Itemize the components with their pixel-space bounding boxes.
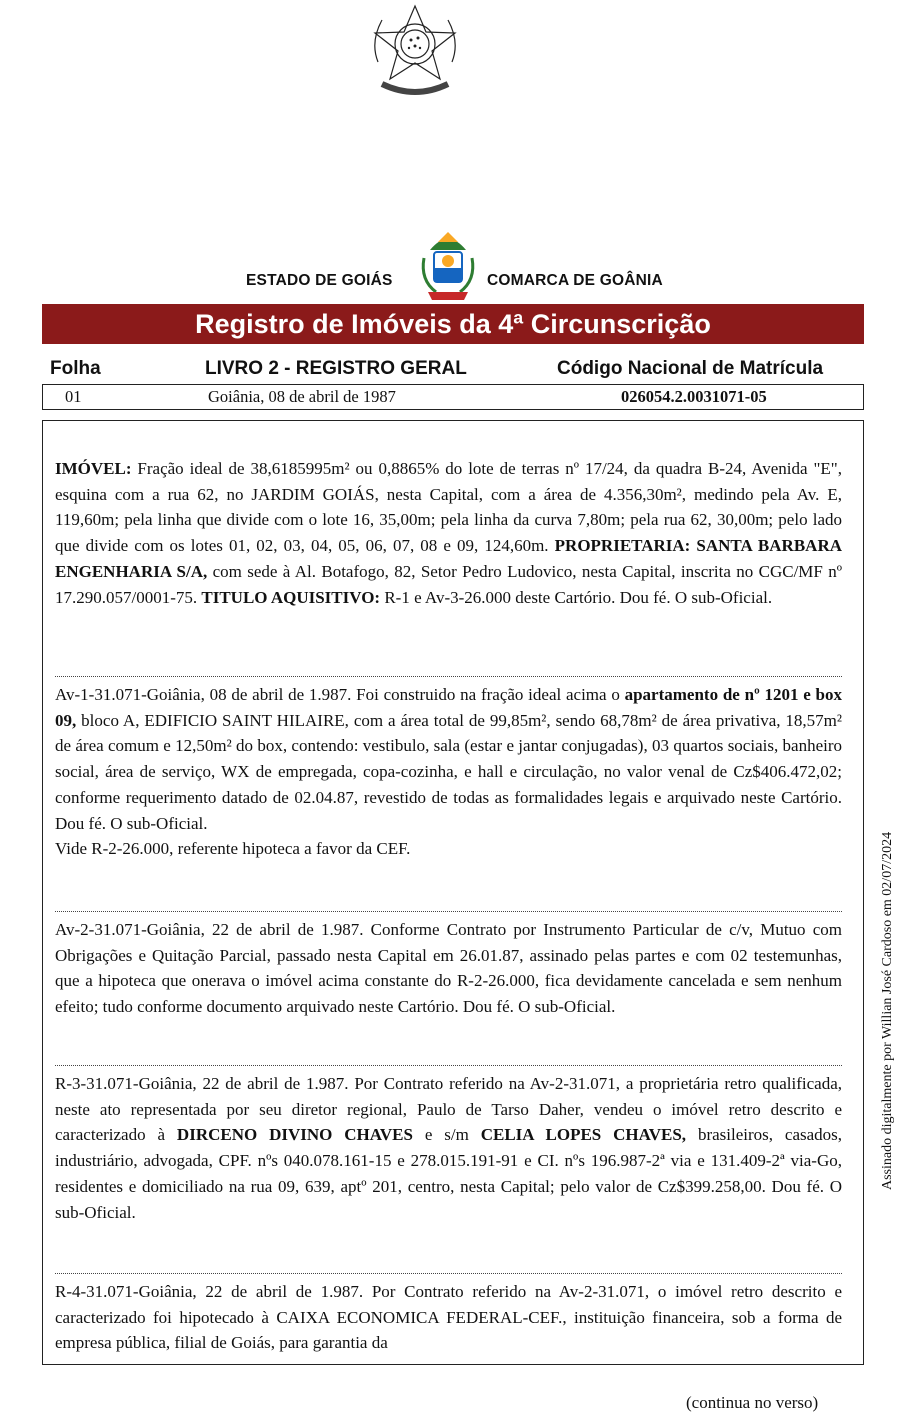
- imovel-entry: IMÓVEL: Fração ideal de 38,6185995m² ou 0,8865% do lote de terras nº 17/24, da quadra B-24, Avenida "E", esquina com a rua 62, no JARDIM GOIÁS, nesta Capital, com a área de 4.356,30m², medindo pela Av. E, 119,60m; pela linha que divide com o lote 16, 35,00m; pela linha da curva 7,80m; pela rua 62, 30,00m; pelo lado que divide com os lotes 01, 02, 03, 04, 05, 06, 07, 08 e 09, 124,60m. PROPRIETARIA: SANTA BARBARA ENGENHARIA S/A, com sede à Al. Botafogo, 82, Setor Pedro Ludovico, nesta Capital, inscrita no CGC/MF nº 17.290.057/0001-75. TITULO AQUISITIVO: R-1 e Av-3-26.000 deste Cartório. Dou fé. O sub-Oficial.: [55, 459, 842, 607]
- office-banner: Registro de Imóveis da 4ª Circunscrição: [42, 304, 864, 344]
- av2-entry: Av-2-31.071-Goiânia, 22 de abril de 1.987. Conforme Contrato por Instrumento Particular de c/v, Mutuo com Obrigações e Quitação Parcial, passado nesta Capital em 26.01.87, assinado pelas partes e com 02 testemunhas, que a hipoteca que onerava o imóvel acima constante do R-2-26.000, fica devidamente cancelada e sem nenhum efeito; tudo conforme documento arquivado neste Cartório. Dou fé. O sub-Oficial.: [55, 920, 842, 1017]
- entry-divider: [55, 1065, 842, 1066]
- buyer-spouse-name: CELIA LOPES CHAVES,: [480, 1125, 687, 1145]
- r4-entry: R-4-31.071-Goiânia, 22 de abril de 1.987. Por Contrato referido na Av-2-31.071, o imóvel retro descrito e caracterizado foi hipotecado à CAIXA ECONOMICA FEDERAL-CEF., instituição financeira, sob a forma de empresa pública, filial de Goiás, para garantia da: [55, 1282, 842, 1353]
- goias-state-seal-icon: [418, 228, 478, 304]
- entry-divider: [55, 676, 842, 677]
- state-label: ESTADO DE GOIÁS: [246, 272, 393, 289]
- buyer-name: DIRCENO DIVINO CHAVES: [176, 1125, 413, 1145]
- folha-header: Folha: [50, 358, 101, 379]
- livro-header: LIVRO 2 - REGISTRO GERAL: [205, 358, 467, 379]
- entry-divider: [55, 911, 842, 912]
- folha-value: 01: [65, 387, 82, 406]
- apartment-label: apartamento de nº 1201 e box 09,: [55, 685, 842, 730]
- title-label: TITULO AQUISITIVO:: [201, 587, 381, 607]
- info-row: [42, 384, 864, 410]
- codigo-header: Código Nacional de Matrícula: [557, 358, 824, 379]
- vide-note: Vide R-2-26.000, referente hipoteca a favor da CEF.: [55, 839, 411, 859]
- matricula-code: 026054.2.0031071-05: [621, 387, 767, 406]
- registration-date: Goiânia, 08 de abril de 1987: [208, 387, 396, 406]
- comarca-label: COMARCA DE GOÂNIA: [487, 272, 663, 289]
- national-coat-of-arms-icon: [360, 2, 470, 102]
- av1-entry: Av-1-31.071-Goiânia, 08 de abril de 1.987. Foi construido na fração ideal acima o apartamento de nº 1201 e box 09, bloco A, EDIFICIO SAINT HILAIRE, com a área total de 99,85m², sendo 68,78m² de área privativa, 18,57m² de área comum e 12,50m² do box, contendo: vestibulo, sala (estar e jantar conjugadas), 03 quartos sociais, banheiro social, área de serviço, WX de empregada, copa-cozinha, e hall e circulação, no valor venal de Cz$406.472,02; conforme requerimento datado de 02.04.87, revestido de todas as formalidades legais e arquivado neste Cartório. Dou fé. O sub-Oficial. Vide R-2-26.000, referente hipoteca a favor da CEF.: [55, 682, 842, 862]
- imovel-label: IMÓVEL:: [55, 459, 132, 478]
- r3-entry: R-3-31.071-Goiânia, 22 de abril de 1.987. Por Contrato referido na Av-2-31.071, a proprietária retro qualificada, neste ato representada por seu diretor regional, Paulo de Tarso Daher, vendeu o imóvel retro descrito e caracterizado à DIRCENO DIVINO CHAVES e s/m CELIA LOPES CHAVES, brasileiros, casados, industriário, advogada, CPF. nºs 040.078.161-15 e 278.015.191-91 e CI. nºs 196.987-2ª via e 131.409-2ª via-Go, residentes e domiciliado na rua 09, 639, aptº 201, centro, nesta Capital; pelo valor de Cz$399.258,00. Dou fé. O sub-Oficial.: [55, 1074, 843, 1222]
- owner-label: PROPRIETARIA: SANTA BARBARA ENGENHARIA S/A,: [55, 536, 842, 581]
- continued-note: (continua no verso): [686, 1393, 819, 1412]
- digital-signature-note: Assinado digitalmente por Willian José Cardoso em 02/07/2024: [880, 831, 895, 1190]
- entry-divider: [55, 1273, 842, 1274]
